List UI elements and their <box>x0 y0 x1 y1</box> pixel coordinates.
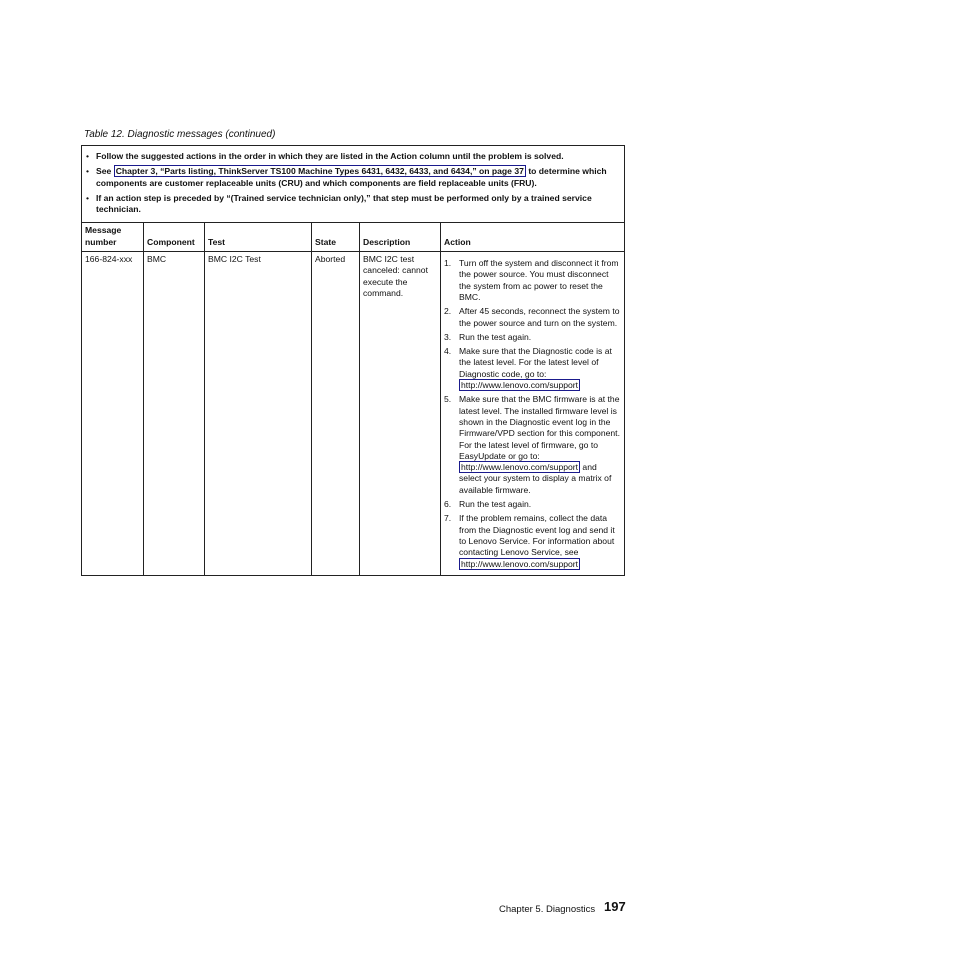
step-text: and select your system to display a matrix of available firmware. <box>459 462 612 495</box>
note-text: See <box>96 166 112 177</box>
diagnostic-messages-table <box>81 145 625 576</box>
bullet-icon: • <box>86 151 90 161</box>
note-item <box>85 151 620 162</box>
action-step <box>444 346 621 391</box>
step-number: 1. <box>444 258 452 269</box>
notes-list <box>85 151 620 215</box>
step-text: Run the test again. <box>459 331 532 342</box>
action-steps <box>444 254 621 570</box>
header-row <box>82 223 625 252</box>
lenovo-support-link[interactable]: http://www.lenovo.com/support <box>461 380 579 391</box>
header-description: Description <box>360 223 441 252</box>
step-text: After 45 seconds, reconnect the system to the power source and turn on the system. <box>459 306 620 328</box>
table-row <box>82 252 625 576</box>
step-number: 5. <box>444 394 452 405</box>
lenovo-support-link[interactable]: http://www.lenovo.com/support <box>461 462 579 473</box>
bullet-icon: • <box>86 192 90 203</box>
step-number: 2. <box>444 306 452 317</box>
cell-component: BMC <box>144 252 205 576</box>
notes-cell <box>82 146 625 223</box>
table-caption: Table 12. Diagnostic messages (continued) <box>84 129 276 140</box>
header-state: State <box>312 223 360 252</box>
cell-test: BMC I2C Test <box>205 252 312 576</box>
step-text: Run the test again. <box>459 499 532 510</box>
step-text: Make sure that the Diagnostic code is at the latest level. For the latest level of Diagnostic code, go to: <box>459 346 612 379</box>
chapter-3-link[interactable]: Chapter 3, “Parts listing, ThinkServer TS100 Machine Types 6431, 6432, 6433, and 6434,” on page 37 <box>115 166 524 177</box>
step-text: Make sure that the BMC firmware is at the latest level. The installed firmware level is shown in the Diagnostic event log in the Firmware/VPD section for this component. For the latest level of firmware, go to EasyUpdate or go to: <box>459 394 620 461</box>
step-number: 3. <box>444 331 452 342</box>
notes-row <box>82 146 625 223</box>
page-number: 197 <box>604 899 626 914</box>
action-step <box>444 513 621 569</box>
action-step <box>444 394 621 496</box>
cell-message-number: 166-824-xxx <box>82 252 144 576</box>
action-step <box>444 332 621 343</box>
header-test: Test <box>205 223 312 252</box>
action-step <box>444 258 621 303</box>
cell-description: BMC I2C test canceled: cannot execute the command. <box>360 252 441 576</box>
note-text: to determine which components are customer replaceable units (CRU) and which components are field replaceable units (FRU). <box>96 166 607 188</box>
cell-state: Aborted <box>312 252 360 576</box>
header-message-number: Message number <box>82 223 144 252</box>
note-item <box>85 166 620 189</box>
note-text: If an action step is preceded by “(Trained service technician only),” that step must be performed only by a trained service technician. <box>96 192 592 215</box>
footer-chapter: Chapter 5. Diagnostics <box>499 904 596 915</box>
step-number: 6. <box>444 499 452 510</box>
step-number: 7. <box>444 513 452 524</box>
bullet-icon: • <box>86 166 90 177</box>
header-component: Component <box>144 223 205 252</box>
note-text: Follow the suggested actions in the order in which they are listed in the Action column until the problem is solved. <box>96 151 564 161</box>
step-text: Turn off the system and disconnect it from the power source. You must disconnect the system from ac power to reset the BMC. <box>459 258 619 302</box>
step-number: 4. <box>444 346 452 357</box>
action-step <box>444 499 621 510</box>
cell-action <box>441 252 625 576</box>
action-step <box>444 306 621 329</box>
header-action: Action <box>441 223 625 252</box>
lenovo-support-link[interactable]: http://www.lenovo.com/support <box>461 558 579 569</box>
note-item <box>85 193 620 216</box>
step-text: If the problem remains, collect the data from the Diagnostic event log and send it to Lenovo Service. For information about contacting Lenovo Service, see <box>459 513 615 558</box>
